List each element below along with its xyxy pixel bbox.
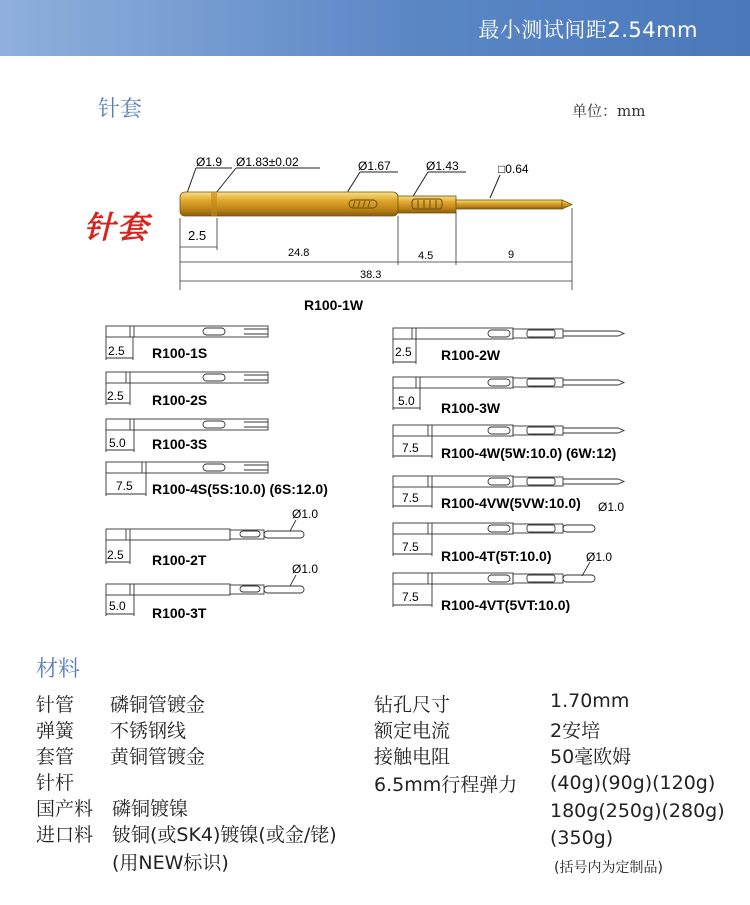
right-model-2: R100-3W	[441, 400, 501, 416]
left-dim-1: 2.5	[108, 344, 125, 358]
mat-right-extra-1: 180g(250g)(280g)	[550, 800, 725, 822]
header-title: 最小测试间距2.54mm	[478, 18, 698, 42]
mat-right-key-4: 6.5mm行程弹力	[374, 774, 518, 796]
left-dim-2: 2.5	[107, 389, 124, 403]
mat-right-key-1: 钻孔尺寸	[374, 694, 451, 716]
left-dim-5: 2.5	[107, 548, 124, 562]
mat-left-key-3: 套管	[36, 746, 75, 768]
right-model-1: R100-2W	[441, 347, 501, 363]
left-model-1: R100-1S	[152, 345, 208, 361]
mat-right-val-1: 1.70mm	[550, 690, 630, 712]
right-model-3: R100-4W(5W:10.0) (6W:12)	[441, 445, 617, 461]
dim-body: 24.8	[288, 247, 310, 259]
dia-label-5: □0.64	[498, 162, 529, 176]
left-dim-3: 5.0	[109, 436, 126, 450]
right-model-6: R100-4VT(5VT:10.0)	[441, 597, 571, 613]
mat-right-note: (括号内为定制品)	[554, 860, 663, 876]
mat-left-val-2: 不锈钢线	[110, 720, 187, 742]
right-tip-5: Ø1.0	[586, 550, 613, 564]
mat-right-extra-2: (350g)	[550, 827, 614, 849]
section-title-materials: 材料	[36, 657, 81, 682]
main-probe-body	[180, 192, 572, 216]
dia-label-4: Ø1.43	[426, 159, 459, 173]
sleeve-red-label: 针套	[84, 210, 150, 246]
mat-right-key-3: 接触电阻	[374, 746, 451, 768]
left-model-3: R100-3S	[152, 436, 208, 452]
dia-label-2: Ø1.83±0.02	[236, 155, 299, 169]
mat-right-val-3: 50毫欧姆	[550, 746, 632, 768]
left-model-5: R100-2T	[152, 552, 207, 568]
right-dim-3: 7.5	[402, 441, 419, 455]
left-dim-4: 7.5	[116, 479, 133, 493]
unit-label: 单位：mm	[572, 102, 646, 120]
mat-right-val-4: (40g)(90g)(120g)	[550, 772, 716, 794]
left-tip-6: Ø1.0	[292, 562, 319, 576]
main-probe-model: R100-1W	[304, 297, 364, 313]
right-dim-5: 7.5	[402, 540, 419, 554]
left-model-2: R100-2S	[152, 392, 208, 408]
dim-total: 38.3	[360, 269, 382, 281]
right-variant-shapes	[393, 328, 624, 607]
mat-left-val-5: 磷铜镀镍	[112, 798, 189, 820]
right-model-5: R100-4T(5T:10.0)	[441, 548, 552, 564]
dim-tip: 9	[508, 249, 515, 261]
right-dim-6: 7.5	[402, 590, 419, 604]
dia-label-3: Ø1.67	[358, 159, 391, 173]
mat-left-val-6: 铍铜(或SK4)镀镍(或金/铑)	[112, 824, 337, 846]
dim-mid: 4.5	[418, 250, 434, 262]
mat-left-note: (用NEW标识)	[112, 852, 229, 874]
dia-label-1: Ø1.9	[196, 155, 223, 169]
mat-left-key-5: 国产料	[36, 798, 94, 820]
left-tip-5: Ø1.0	[292, 507, 319, 521]
section-title-sleeve: 针套	[98, 97, 143, 122]
mat-left-key-2: 弹簧	[36, 720, 75, 742]
left-variant-shapes	[106, 326, 304, 616]
left-dim-6: 5.0	[109, 599, 126, 613]
right-dim-1: 2.5	[395, 345, 412, 359]
mat-left-key-6: 进口料	[36, 824, 94, 846]
dim-head: 2.5	[188, 228, 207, 243]
left-model-6: R100-3T	[152, 605, 207, 621]
right-dim-2: 5.0	[398, 394, 415, 408]
mat-left-val-1: 磷铜管镀金	[110, 694, 206, 716]
right-dim-4: 7.5	[402, 491, 419, 505]
right-tip-4: Ø1.0	[598, 500, 625, 514]
left-model-4: R100-4S(5S:10.0) (6S:12.0)	[152, 481, 328, 497]
mat-left-key-1: 针管	[36, 694, 75, 716]
right-model-4: R100-4VW(5VW:10.0)	[441, 495, 581, 511]
mat-right-val-2: 2安培	[550, 720, 601, 742]
mat-left-val-3: 黄铜管镀金	[110, 746, 206, 768]
mat-right-key-2: 额定电流	[374, 720, 451, 742]
mat-left-key-4: 针杆	[36, 772, 75, 794]
